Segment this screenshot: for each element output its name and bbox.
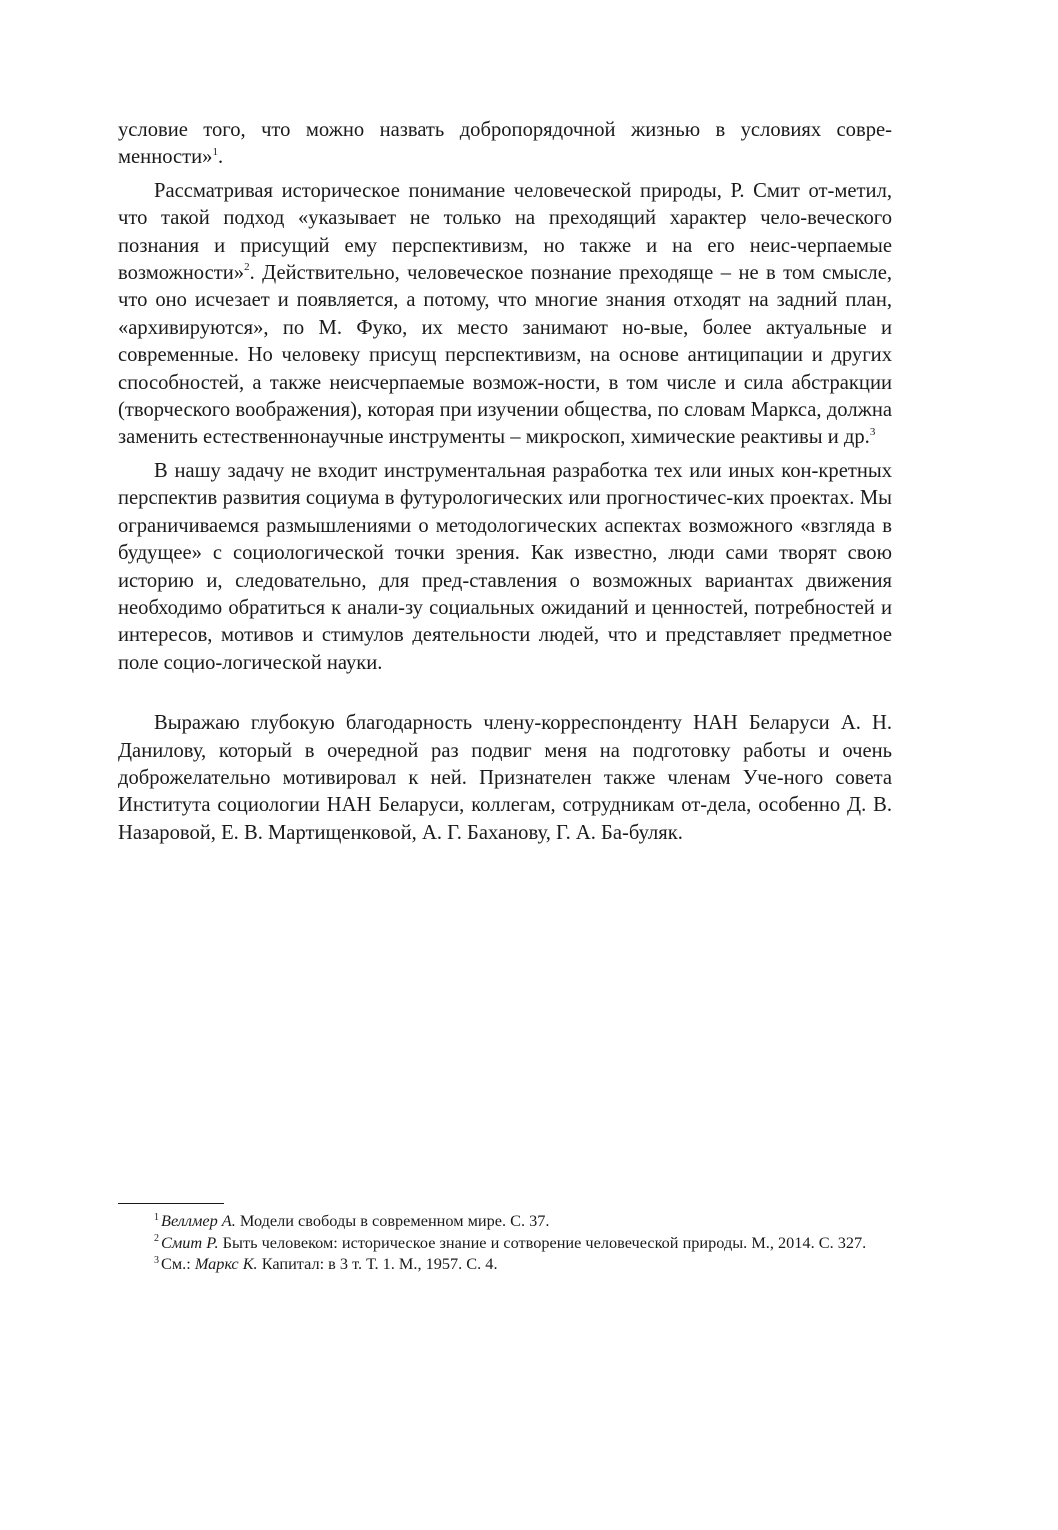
footnote-3 [118,1253,892,1275]
footnote-2 [118,1232,892,1254]
footnote-number: 3 [154,1254,159,1266]
paragraph-1-text: условие того, что можно назвать добропорядочной жизнью в условиях совре-менности» [118,119,892,169]
footnote-1 [118,1210,892,1232]
footnote-ref-3: 3 [869,425,876,438]
paragraph-2 [118,178,892,452]
paragraph-1 [118,117,892,172]
footnote-ref-1: 1 [212,145,218,158]
footnote-prefix: См.: [161,1254,195,1273]
footnote-author: Веллмер А. [161,1211,236,1230]
paragraph-3 [118,458,892,677]
paragraph-1-tail: . [217,146,224,169]
footnote-author: Смит Р. [161,1232,219,1252]
paragraph-2-text-a: Рассматривая историческое понимание человеческой природы, Р. Смит от-метил, что такой подход «указывает не только на преходящий характер чело-веческого познания и присущий ему перспективизм, но также и на его неис-черпаемые возможности» [118,179,892,285]
paragraph-2-text-b: . Действительно, человеческое познание преходяще – не в том смысле, что оно исчезает и появляется, а потому, что многие знания отходят на задний план, «архивируются», по М. Фуко, их место занимают но-вые, более актуальные и современные. Но человеку присущ перспективизм, на основе антиципации и других способностей, а также неисчерпаемые возмож-ности, в том числе и сила абстракции (творческого воображения), которая при изучении общества, по словам Маркса, должна заменить естественнонаучные инструменты – микроскоп, химические реактивы и др. [118,262,892,449]
footnote-author: Маркс К. [194,1254,258,1273]
footnote-number: 2 [154,1233,159,1245]
paragraph-3-text: В нашу задачу не входит инструментальная разработка тех или иных кон-кретных перспектив развития социума в футурологических или прогностичес-ких проектах. Мы ограничиваемся размышлениями о методологических аспектах возможного «взгляда в будущее» с социологической точки зрения. Как известно, люди сами творят свою историю и, следовательно, для пред-ставления о возможных вариантах движения необходимо обратиться к анали-зу социальных ожиданий и ценностей, потребностей и интересов, мотивов и стимулов деятельности людей, что и представляет предметное поле социо-логической науки. [118,459,892,674]
footnote-separator [118,1203,224,1204]
footnote-text: Быть человеком: историческое знание и сотворение человеческой природы. М., 2014. С. 327. [218,1232,867,1252]
body-text [118,117,892,847]
acknowledgement-text: Выражаю глубокую благодарность члену-корреспонденту НАН Беларуси А. Н. Данилову, который в очередной раз подвиг меня на подготовку работы и очень доброжелательно мотивировал к ней. Признателен также членам Уче-ного совета Института социологии НАН Беларуси, коллегам, сотрудникам от-дела, особенно Д. В. Назаровой, Е. В. Мартищенковой, А. Г. Баханову, Г. А. Ба-буляк. [118,712,892,844]
footnote-text: Модели свободы в современном мире. С. 37. [235,1211,550,1230]
footnotes [118,1210,892,1275]
acknowledgement-paragraph [118,710,892,847]
footnote-number: 1 [154,1211,159,1223]
footnote-ref-2: 2 [244,261,250,274]
footnote-text: Капитал: в 3 т. Т. 1. М., 1957. С. 4. [257,1254,498,1273]
